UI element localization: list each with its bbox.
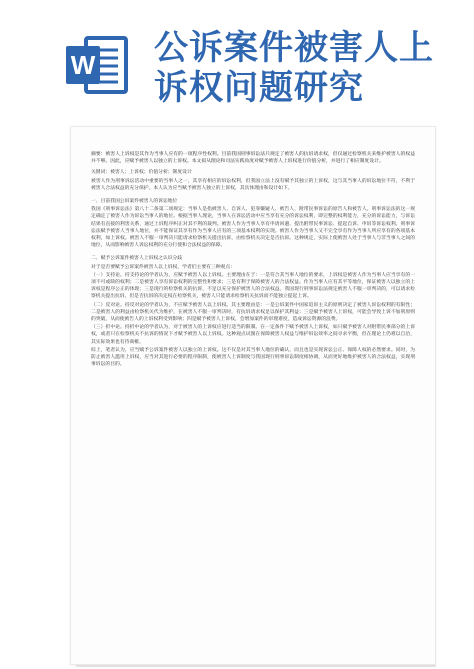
abstract-paragraph: 摘要：被害人上诉权是其作为当事人应有的一项程序性权利。目前我国刑事诉讼法只规定了被害人的抗诉请求权，但仅通过检察机关来维护被害人的权益并不够。因此，应赋予被害人以独立的上诉权。本文拟从理论和司法实践角度对赋予被害人上诉权进行价值分析，并进行了相应制度设计。 xyxy=(91,152,415,165)
section-heading-2: 二、赋予公诉案件被害人上诉权之认识分歧 xyxy=(91,256,183,262)
body-paragraph: 综上，笔者认为，应当赋予公诉案件被害人以独立的上诉权。这不仅是对其当事人地位的确认，而且也是实现诉讼公正、保障人权的必然要求。同时，为防止被害人滥用上诉权，应当对其进行必要的程序限制，使被害人上诉制度与我国现行刑事诉讼制度相协调，从而更好地维护被害人的合法权益，实现刑事诉讼的目的。 xyxy=(91,347,415,368)
page-title-line-1: 公诉案件被害人上 xyxy=(154,28,434,68)
page-title xyxy=(154,28,464,108)
section-heading-1: 一、目前我国公诉案件被害人的诉讼地位 xyxy=(91,199,178,205)
body-paragraph: （一）支持论。持支持论的学者认为，应赋予被害人以上诉权。主要理由在于：一是符合其当事人地位的要求，上诉权是被害人作为当事人应当享有的一项不可或缺的权利；二是被害人享有诉讼权利的完整性和要求；三是有利于保障被害人的合法权益。作为当事人应有其平等地位，保证被害人以独立的上诉权是程序公正的体现；三是现行的检察机关的抗诉，不足以充分保护被害人的合法权益。我国现行刑事诉讼法规定被害人不服一审判决的，可以请求检察机关提出抗诉，但是否抗诉的决定权在检察机关，被害人只能请求检察机关抗诉而不能独立提起上诉。 xyxy=(91,272,415,300)
body-paragraph: （三）折中论。持折中论的学者认为，对于被害人的上诉权应进行适当的限制。在一定条件下赋予被害人上诉权，如只赋予被害人对附带民事部分的上诉权，或者只在检察机关不抗诉的情况下才赋予被害人以上诉权。这种观点试图在保障被害人权益与维护诉讼效率之间寻求平衡，但在理论上仍难以自洽，其实际效果也有待商榷。 xyxy=(91,325,415,345)
keywords-line: 关键词：被害人；上诉权；价值分析；制度设计 xyxy=(91,170,192,176)
page-title-line-2: 诉权问题研究 xyxy=(154,68,364,108)
word-document-icon xyxy=(64,32,130,98)
document-page xyxy=(70,126,436,665)
document-body xyxy=(91,151,415,656)
body-paragraph: 我国《刑事诉讼法》第八十二条第二项规定：当事人是指被害人、自诉人、犯罪嫌疑人、被告人、附带民事诉讼的原告人和被告人。刑事诉讼法的这一规定确定了被害人作为诉讼当事人的地位。根据当事人理论，当事人在诉讼活动中应当享有充分的诉讼权利，即完整的权利能力，充分的诉讼能力，与诉讼结果有直接的利害关系，通过上诉程序纠正对其不利的裁判。被害人作为当事人享有申请回避、提出附带民事诉讼、提起自诉、申诉等诉讼权利。刑事诉讼法赋予被害人当事人地位，并不能保证其享有作为当事人应有的三项基本权利的实现。被害人作为当事人又不完全享有作为当事人所应享有的各项基本权利，如上诉权。被害人不服一审判决只能请求检察机关提出抗诉，由检察机关决定是否抗诉。这种规定，实际上使被害人处于当事人与非当事人之间的地位，从而影响被害人诉讼权利的充分行使和合法权益的保障。 xyxy=(91,207,415,249)
document-preview xyxy=(70,126,442,667)
intro-paragraph: 被害人作为刑事诉讼活动中重要的当事人之一，其享有相应的诉讼权利，但我国立法上没有赋予其独立的上诉权，这与其当事人的诉讼地位不符，不利于被害人合法权益的充分保护。本人认为应当赋予被害人独立的上诉权，其具体理由和设计如下。 xyxy=(91,178,415,191)
word-icon-letter: W xyxy=(70,50,96,80)
body-paragraph: （二）反对论。持反对论的学者认为，不应赋予被害人以上诉权。其主要理由是：一是公诉案件中国家追诉主义的原则决定了被害人诉讼权利的有限性；二是被害人的利益由检察机关代为维护，在被害人不服一审判决时，有抗诉请求权足以保护其利益；三是赋予被害人上诉权，可能会导致上诉不加刑原则的突破，从而使被告人的上诉权利受到影响；四是赋予被害人上诉权，会增加案件的审理难度，造成诉讼资源的浪费。 xyxy=(91,302,415,323)
body-paragraph: 对于是否要赋予公诉案件被害人以上诉权，学者们主要有三种观点： xyxy=(91,264,235,270)
document-header xyxy=(0,0,474,140)
